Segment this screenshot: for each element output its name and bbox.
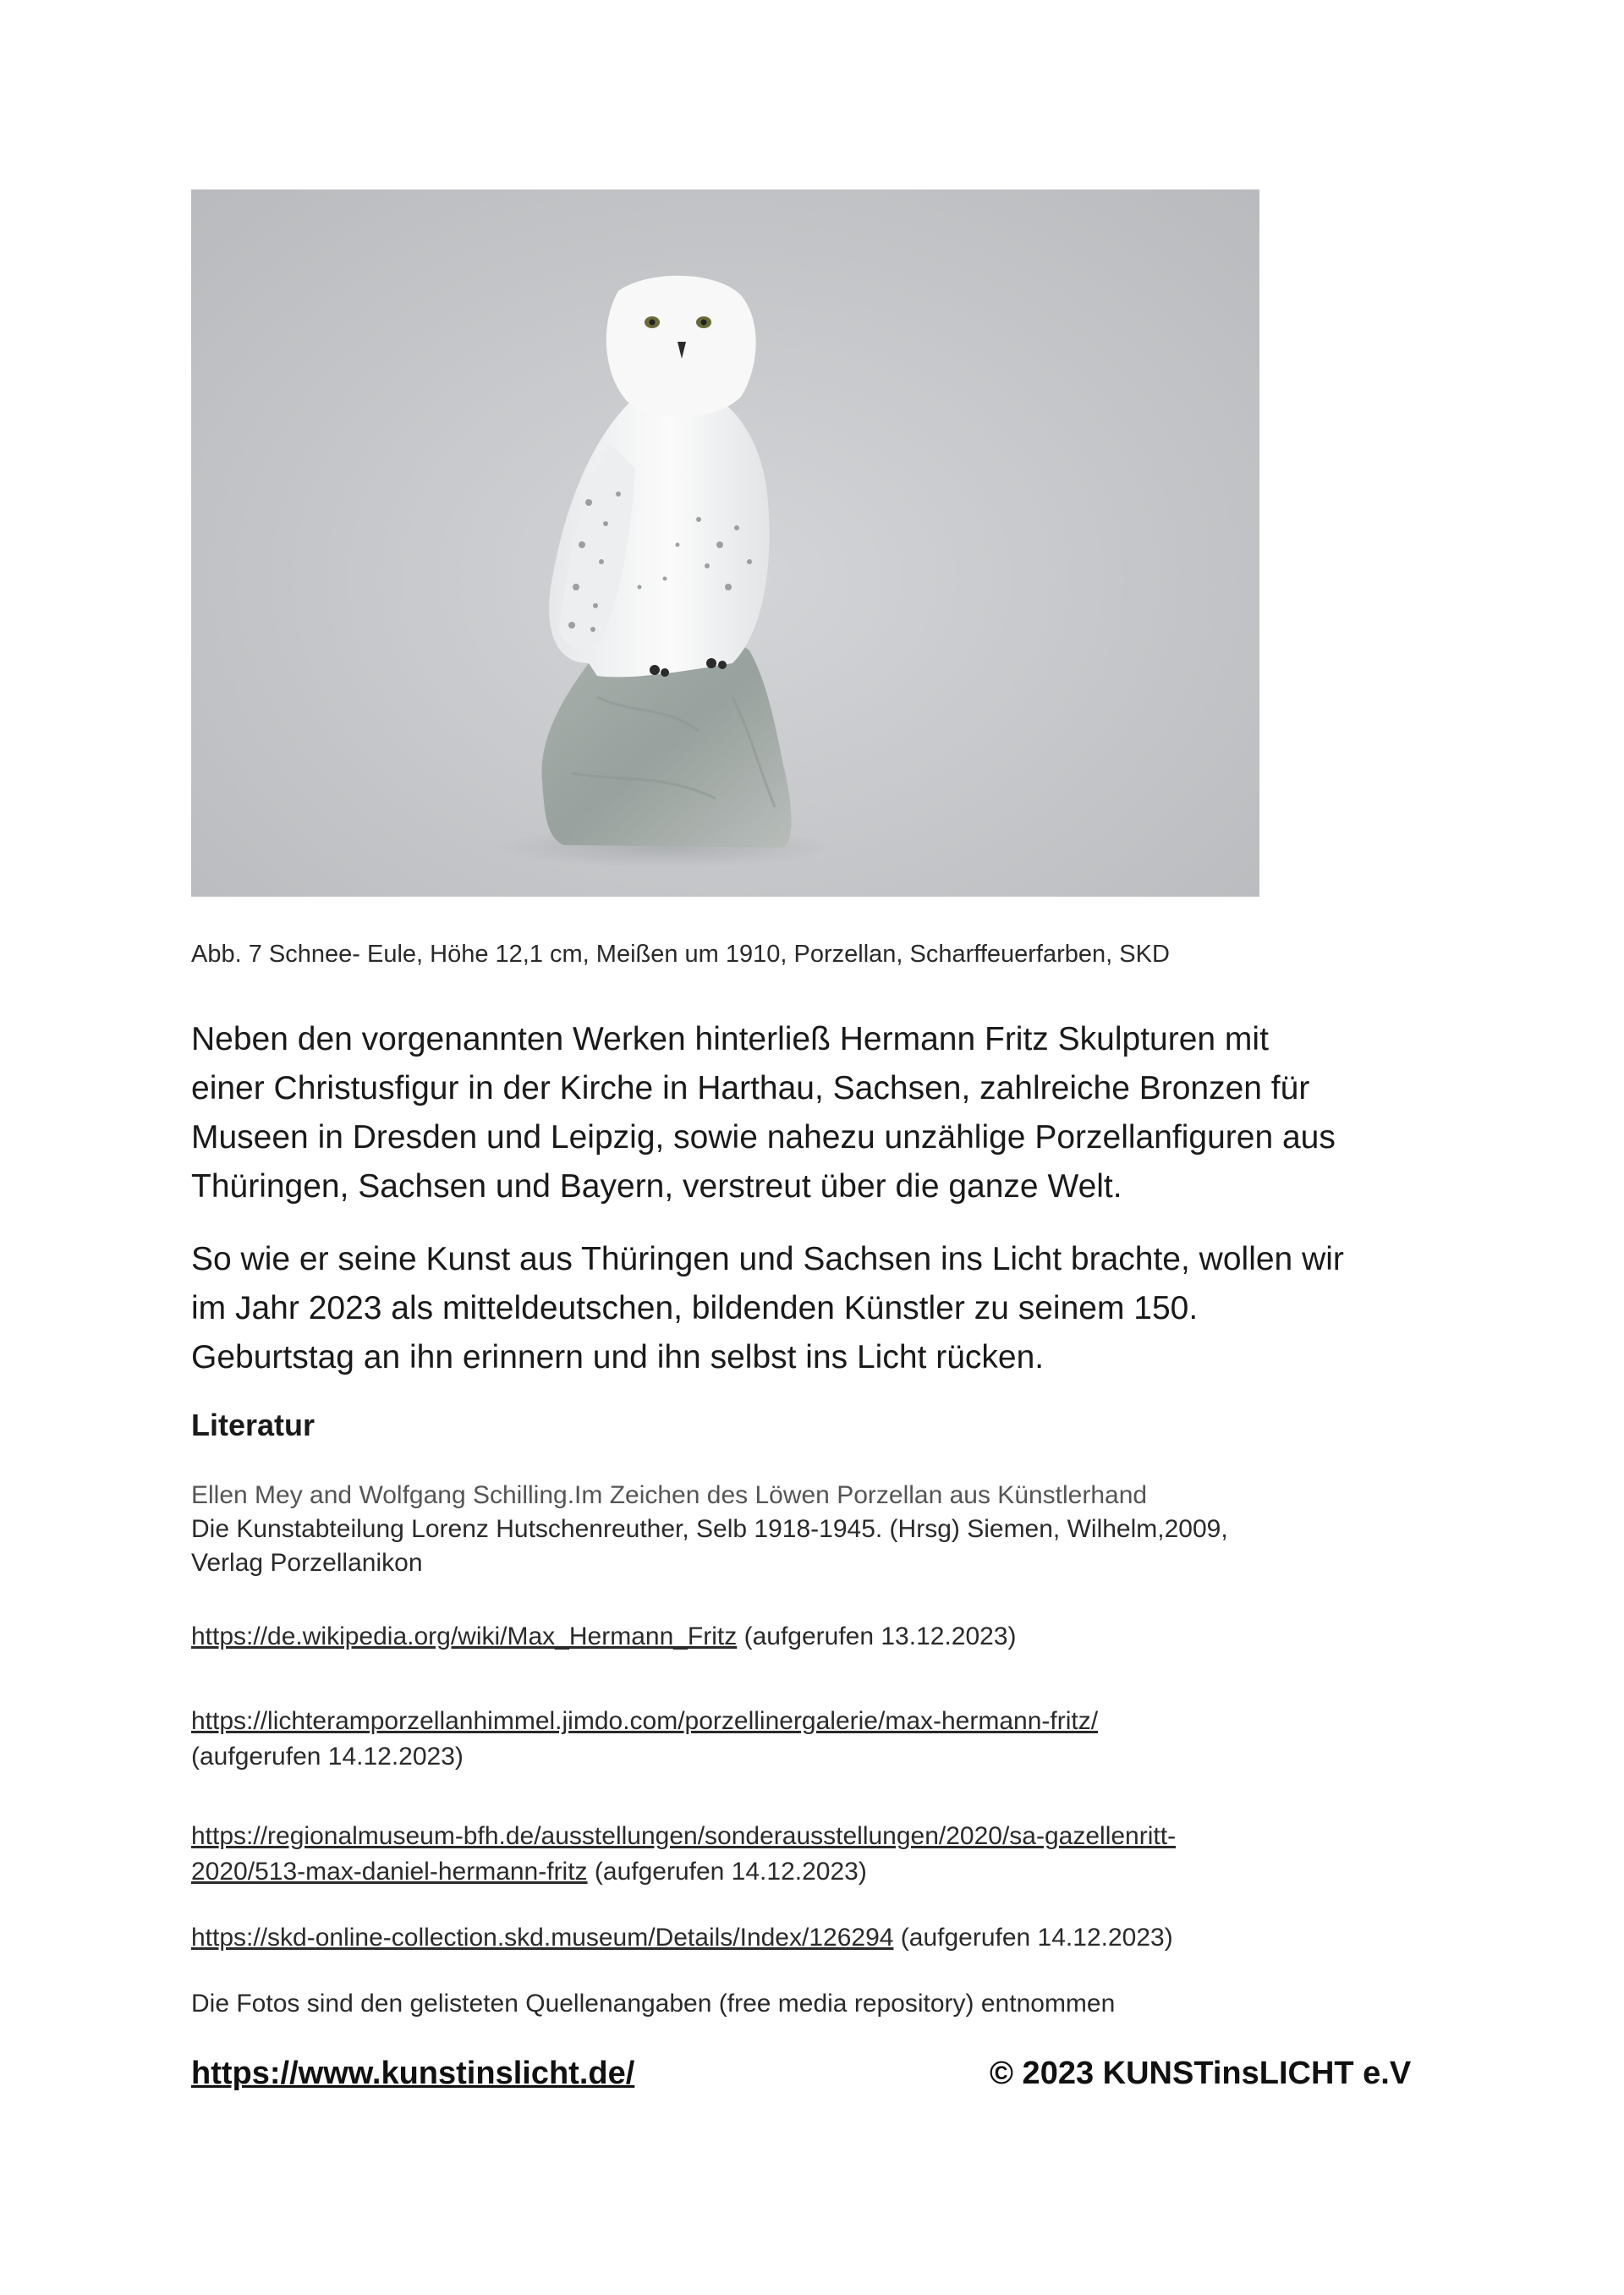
source-entry	[191, 1619, 1017, 1655]
literature-reference	[191, 1479, 1228, 1580]
paragraph-line: Museen in Dresden und Leipzig, sowie nahezu unzählige Porzellanfiguren aus	[191, 1119, 1336, 1156]
reference-line: Ellen Mey and Wolfgang Schilling.Im Zeichen des Löwen Porzellan aus Künstlerhand	[191, 1481, 1148, 1509]
accessed-date: (aufgerufen 14.12.2023)	[191, 1743, 464, 1771]
snowy-owl-icon	[191, 189, 1259, 897]
copyright-notice: © 2023 KUNSTinsLICHT e.V	[990, 2056, 1412, 2091]
accessed-date: (aufgerufen 13.12.2023)	[737, 1622, 1017, 1650]
body-paragraph-2	[191, 1235, 1435, 1382]
paragraph-line: im Jahr 2023 als mitteldeutschen, bildenden Künstler zu seinem 150.	[191, 1290, 1199, 1326]
paragraph-line: Neben den vorgenannten Werken hinterließ Hermann Fritz Skulpturen mit	[191, 1021, 1269, 1057]
owl-figure-photo	[191, 189, 1259, 897]
source-entry	[191, 1819, 1176, 1890]
website-link[interactable]: https://www.kunstinslicht.de/	[191, 2056, 635, 2091]
source-link[interactable]: https://lichteramporzellanhimmel.jimdo.com/porzellinergalerie/max-hermann-fritz/	[191, 1707, 1099, 1735]
photo-credit-note: Die Fotos sind den gelisteten Quellenangaben (free media repository) entnommen	[191, 1990, 1116, 2018]
literature-heading: Literatur	[191, 1408, 315, 1442]
accessed-date: (aufgerufen 14.12.2023)	[893, 1924, 1173, 1952]
body-paragraph-1	[191, 1015, 1435, 1211]
paragraph-line: Thüringen, Sachsen und Bayern, verstreut über die ganze Welt.	[191, 1168, 1122, 1205]
paragraph-line: Geburtstag an ihn erinnern und ihn selbst ins Licht rücken.	[191, 1339, 1045, 1375]
paragraph-line: So wie er seine Kunst aus Thüringen und Sachsen ins Licht brachte, wollen wir	[191, 1241, 1344, 1277]
accessed-date: (aufgerufen 14.12.2023)	[587, 1858, 867, 1886]
source-entry	[191, 1704, 1098, 1775]
figure-caption: Abb. 7 Schnee- Eule, Höhe 12,1 cm, Meißen um 1910, Porzellan, Scharffeuerfarben, SKD	[191, 941, 1170, 968]
source-link[interactable]: https://de.wikipedia.org/wiki/Max_Hermann_Fritz	[191, 1622, 738, 1650]
source-entry	[191, 1920, 1173, 1956]
source-link[interactable]: https://regionalmuseum-bfh.de/ausstellungen/sonderausstellungen/2020/sa-gazellenritt-	[191, 1822, 1177, 1850]
reference-line: Verlag Porzellanikon	[191, 1549, 423, 1577]
paragraph-line: einer Christusfigur in der Kirche in Harthau, Sachsen, zahlreiche Bronzen für	[191, 1070, 1310, 1106]
source-link[interactable]: 2020/513-max-daniel-hermann-fritz	[191, 1858, 588, 1886]
source-link[interactable]: https://skd-online-collection.skd.museum/Details/Index/126294	[191, 1924, 894, 1952]
reference-line: Die Kunstabteilung Lorenz Hutschenreuther, Selb 1918-1945. (Hrsg) Siemen, Wilhelm,2009,	[191, 1515, 1228, 1543]
